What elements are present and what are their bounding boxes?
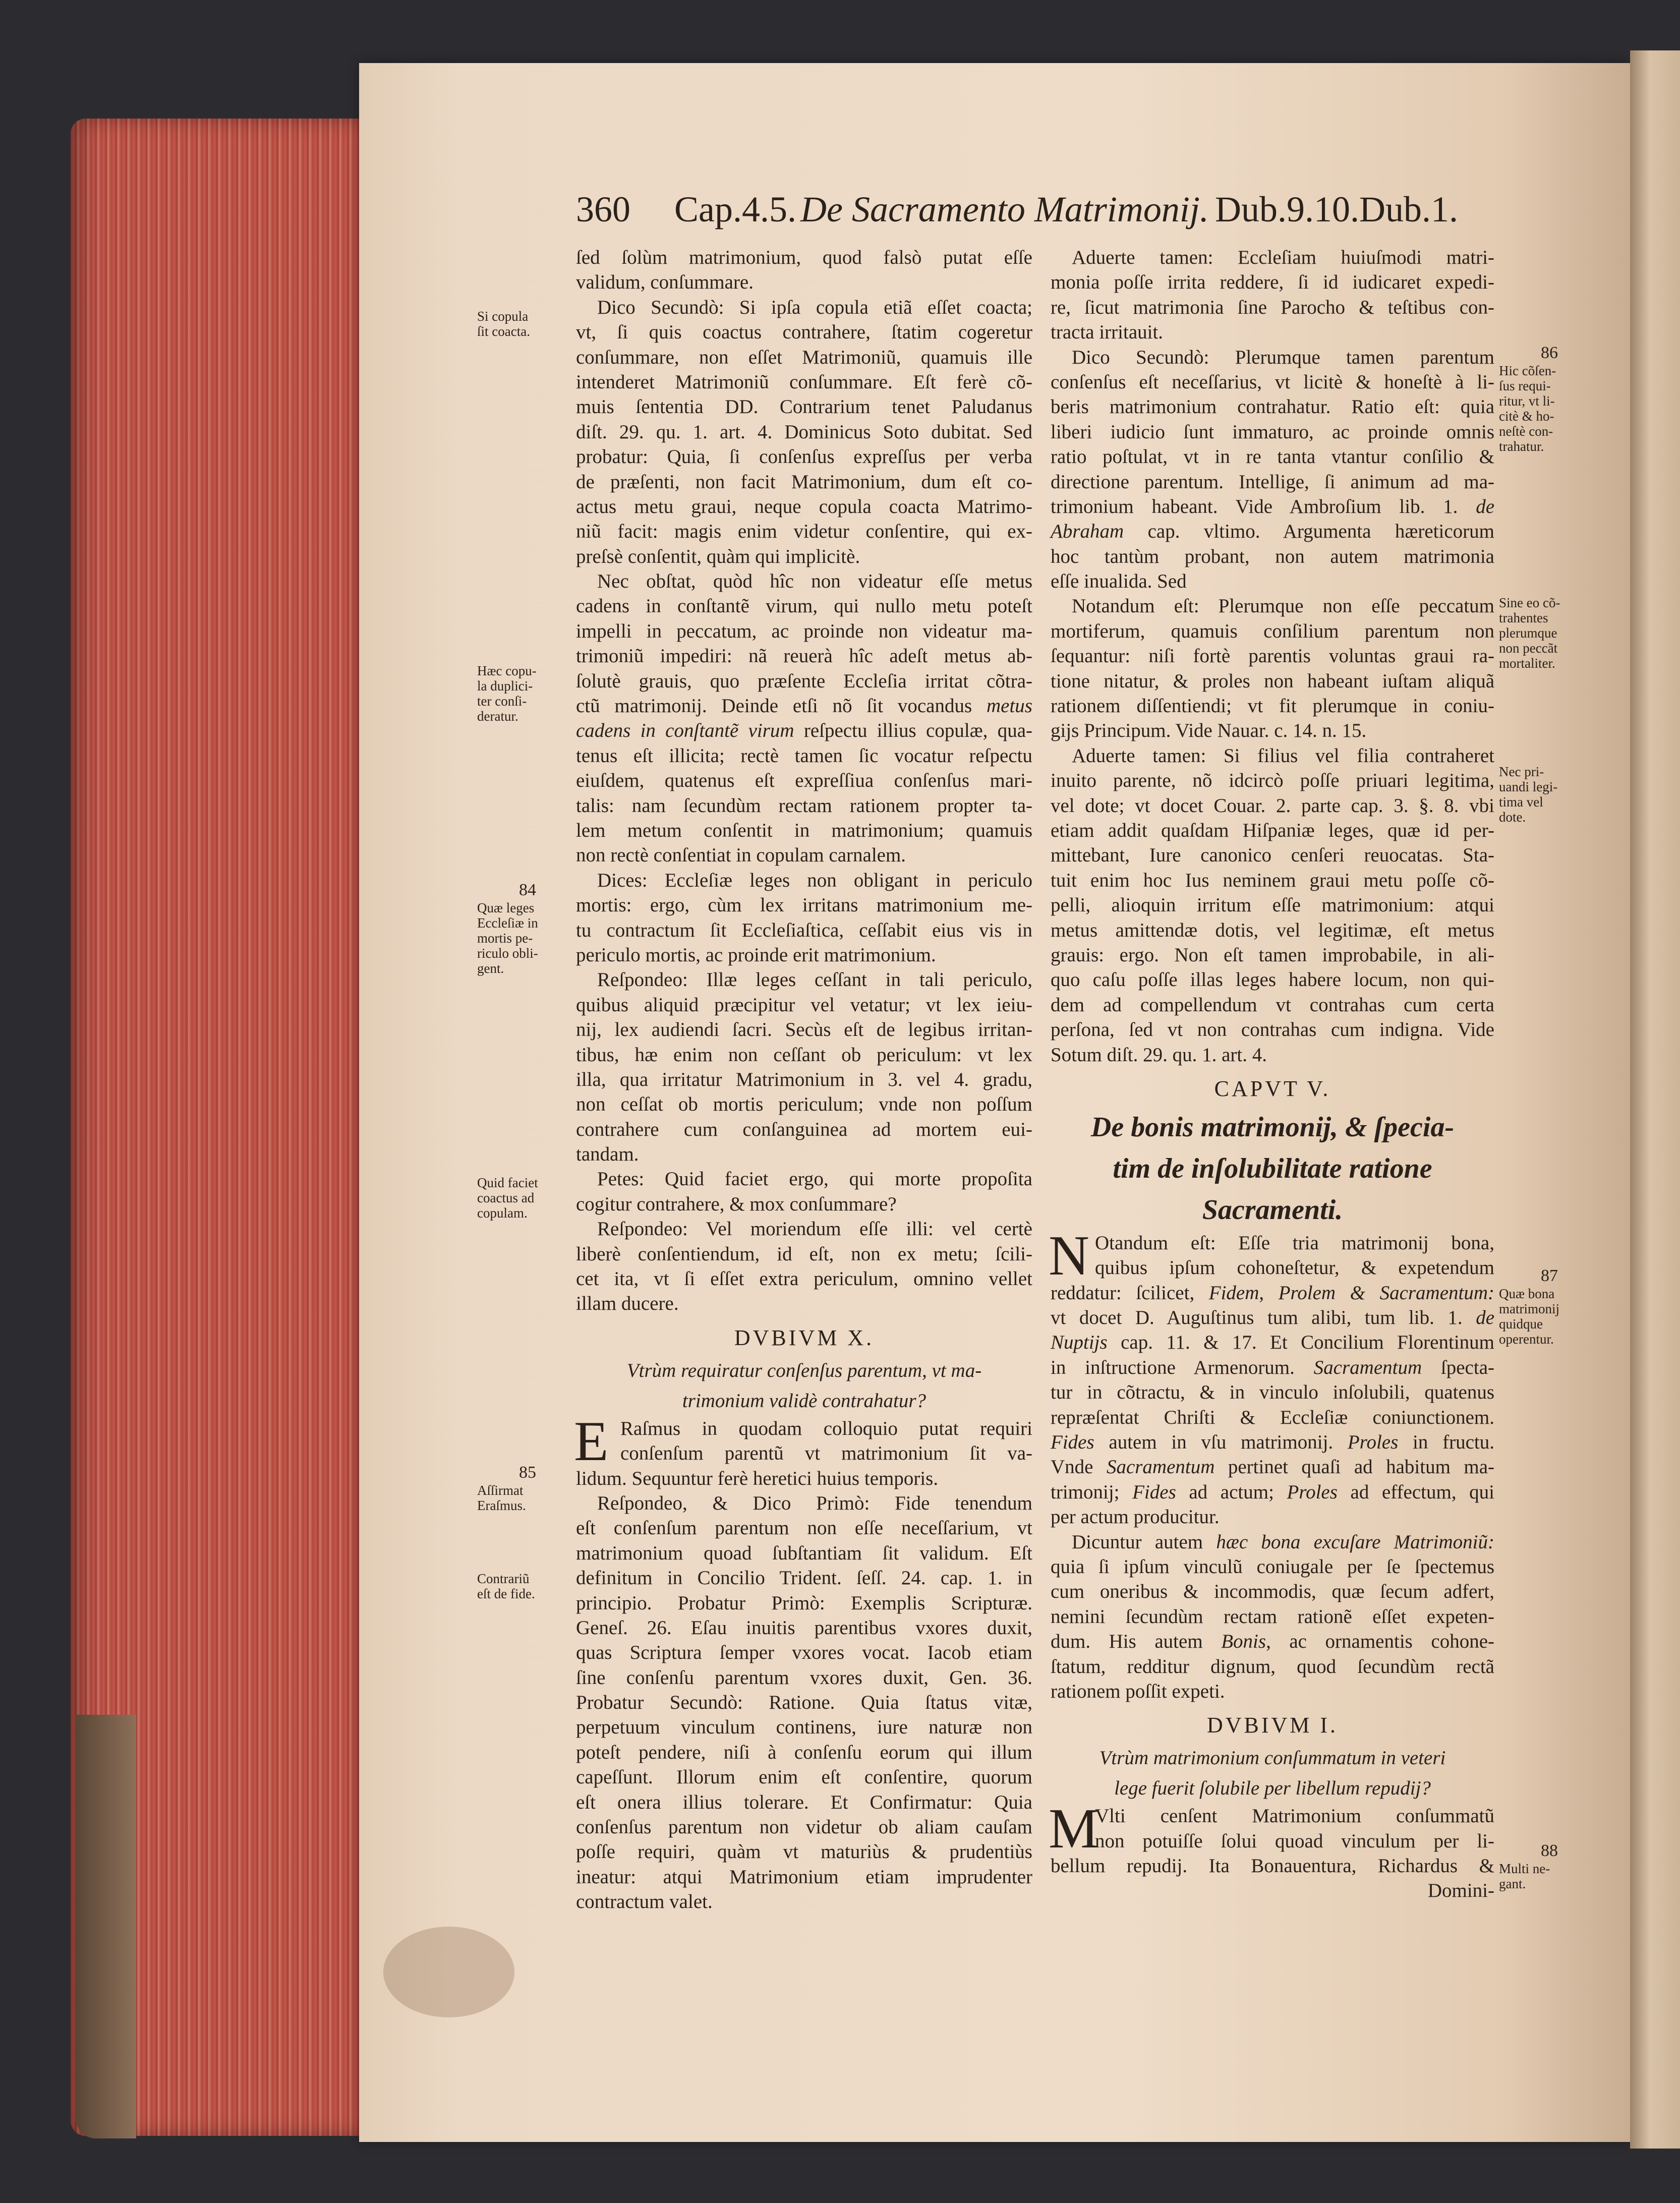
margin-note-line: Aſſirmat (477, 1483, 524, 1498)
text-line: de præſenti, non facit Matrimonium, dum eſt co- (576, 471, 1032, 493)
italic-text: Proles (1287, 1481, 1338, 1503)
text-line (1051, 1530, 1494, 1554)
text-line: Reſpondeo: Illæ leges ceſſant in tali periculo, (597, 969, 1032, 991)
text-line: Dico Secundò: Plerumque tamen parentum (1072, 346, 1494, 368)
text-line (1051, 1355, 1494, 1380)
margin-note-line: Quæ bona (1499, 1286, 1555, 1301)
text-line: tandam. (576, 1143, 639, 1166)
text-line: illa, qua irritatur Matrimonium in 3. vel 4. gradu, (576, 1068, 1032, 1090)
text-segment: cap. 11. & 17. Et Concilium Florentinum (1107, 1331, 1494, 1354)
margin-note-line: ritur, vt li- (1499, 393, 1555, 409)
text-line: dem ad compellendum vt contrahas cum certa (1051, 994, 1494, 1016)
facing-page-edge (1630, 50, 1680, 2149)
text-line: actus metu graui, neque copula coacta Matrimo- (576, 495, 1032, 517)
text-line: tenus eſt illicita; rectè tamen ſic vocatur reſpectu (576, 744, 1032, 767)
text-line: non potuiſſe ſolui quoad vinculum per li- (1095, 1830, 1494, 1852)
text-line: ſequantur: niſi fortè parentis voluntas graui ra- (1051, 645, 1494, 667)
paragraph (576, 1167, 1032, 1216)
text-line: hoc tantùm probant, non autem matrimonia (1051, 545, 1494, 567)
margin-note-line: Eraſmus. (477, 1498, 526, 1513)
text-line: grauis: ergo. Non eſt tamen improbabile, in ali- (1051, 944, 1494, 966)
text-line (1051, 1281, 1494, 1305)
text-line: Raſmus in quodam colloquio putat requiri (620, 1417, 1032, 1439)
margin-note (1499, 1266, 1600, 1347)
margin-note-number: 84 (519, 881, 536, 899)
text-line: tibus, hæ enim non ceſſant ob periculum: vt lex (576, 1043, 1032, 1066)
italic-text: metus (987, 695, 1032, 717)
italic-text: hæc bona excuſare Matrimoniũ: (1216, 1531, 1494, 1553)
text-line: conſenſus eſt neceſſarius, vt licitè & honeſtè à li- (1051, 371, 1494, 393)
paragraph (1051, 743, 1494, 1067)
text-segment: pertinet quaſi ad habitum ma- (1214, 1456, 1494, 1478)
margin-note-number: 87 (1541, 1266, 1558, 1285)
italic-text: de (1476, 495, 1494, 517)
margin-note (1499, 595, 1600, 671)
text-line: Aduerte tamen: Si filius vel filia contraheret (1072, 744, 1494, 767)
text-line: Nec obſtat, quòd hîc non videatur eſſe metus (597, 570, 1032, 593)
drop-cap: M (1049, 1798, 1099, 1861)
margin-note-line: Quæ leges (477, 900, 535, 915)
text-line: tione nitatur, & proles non habeant iuſtam aliquã (1051, 670, 1494, 692)
section-subtitle: lege fuerit ſolubile per libellum repudij? (1114, 1777, 1431, 1800)
margin-note-line: deratur. (477, 709, 518, 724)
text-line: preſsè conſentit, quàm qui implicitè. (576, 545, 860, 567)
text-line: contrahere cum conſanguinea ad mortem eui- (576, 1118, 1032, 1140)
margin-note-line: citè & ho- (1499, 409, 1554, 424)
right-column (1051, 245, 1494, 1903)
paragraph (1051, 1530, 1494, 1704)
text-line: ſtatum, redditur dignum, quod ſecundùm rectã (1051, 1655, 1494, 1677)
text-line: intenderet Matrimoniũ conſummare. Eſt ferè cõ- (576, 371, 1032, 393)
text-line: Sotum diſt. 29. qu. 1. art. 4. (1051, 1043, 1267, 1066)
text-segment: vt docet D. Auguſtinus tum alibi, tum lib. 1. (1051, 1307, 1476, 1329)
section-subtitle: trimonium validè contrahatur? (682, 1389, 926, 1412)
margin-note-line: Hic cõſen- (1499, 363, 1556, 378)
chapter-label: Cap.4.5. (674, 189, 796, 229)
text-line: conſummare, non eſſet Matrimoniũ, quamuis ille (576, 346, 1032, 368)
text-line: rationem poſſit expeti. (1051, 1680, 1225, 1702)
section-subtitle: Vtrùm requiratur conſenſus parentum, vt ma- (626, 1359, 982, 1381)
margin-note-line: la duplici- (477, 678, 533, 693)
text-line: lem metum conſentit in matrimonium; quamuis (576, 819, 1032, 841)
text-line: Reſpondeo: Vel moriendum eſſe illi: vel certè (597, 1218, 1032, 1240)
stain (383, 1927, 514, 2017)
text-line: ſed ſolùm matrimonium, quod falsò putat eſſe (576, 247, 1032, 268)
text-line: ratio poſtulat, vt in re tanta vtantur conſilio & (1051, 446, 1494, 468)
text-line: eſt conſenſum parentum non eſſe neceſſarium, vt (576, 1517, 1032, 1539)
text-line: Geneſ. 26. Eſau inuitis parentibus vxores duxit, (576, 1616, 1032, 1639)
margin-note-line: ſit coacta. (477, 324, 530, 339)
text-line: Otandum eſt: Eſſe tria matrimonij bona, (1095, 1232, 1494, 1254)
italic-text: Prolem & Sacramentum: (1278, 1282, 1495, 1304)
text-line: perſona, ſed vt non contrahas cum indigna. Vide (1051, 1019, 1494, 1041)
text-segment: trimonij; (1051, 1481, 1133, 1503)
text-line: gijs Principum. Vide Nauar. c. 14. n. 15. (1051, 720, 1367, 742)
text-line (576, 693, 1032, 718)
margin-note-line: tima vel (1499, 794, 1543, 809)
text-line: quibus aliquid præcipitur vel vetatur; vt lex ieiu- (576, 994, 1032, 1016)
text-line: lidum. Sequuntur ferè heretici huius temporis. (576, 1467, 939, 1489)
text-line: cum oneribus & incommodis, quæ ſecum adfert, (1051, 1581, 1494, 1603)
text-segment: Vnde (1051, 1456, 1107, 1478)
text-line: inuito parente, nõ idcircò poſſe priuari legitima, (1051, 770, 1494, 792)
text-line: diſt. 29. qu. 1. art. 4. Dominicus Soto dubitat. Sed (576, 421, 1032, 443)
text-line: periculo mortis, ac proinde erit matrimonium. (576, 944, 936, 966)
margin-note-line: mortis pe- (477, 931, 533, 946)
text-line: Reſpondeo, & Dico Primò: Fide tenendum (597, 1492, 1032, 1514)
paragraph (574, 1410, 1032, 1491)
text-line: vt, ſi quis coactus contrahere, ſtatim cogeretur (576, 321, 1032, 343)
italic-text: de (1476, 1307, 1494, 1329)
margin-note-line: gent. (477, 961, 504, 976)
margin-note-line: quidque (1499, 1316, 1543, 1331)
text-line: contractum valet. (576, 1891, 713, 1913)
text-segment: dum. His autem (1051, 1631, 1222, 1653)
text-segment: reddatur: ſcilicet, (1051, 1282, 1209, 1304)
margin-note-line: matrimonij (1499, 1301, 1559, 1316)
text-line (1051, 1480, 1494, 1504)
text-line: ſolutè grauis, quo præſente Eccleſia irritat cõtra- (576, 670, 1032, 692)
text-line: tracta irritauit. (1051, 321, 1164, 343)
section-subtitle: tim de inſolubilitate ratione (1113, 1152, 1432, 1184)
text-segment: , (1259, 1282, 1279, 1304)
margin-note-number: 86 (1541, 343, 1558, 362)
section-heading: DVBIVM X. (734, 1325, 875, 1350)
paragraph (576, 1491, 1032, 1915)
text-line: liberi iudicio ſunt immaturo, ac proinde omnis (1051, 421, 1494, 443)
section-heading: CAPVT V. (1214, 1076, 1331, 1101)
text-line: capeſſunt. Illorum enim eſt conſentire, quorum (576, 1766, 1032, 1788)
drop-cap: N (1049, 1224, 1089, 1287)
text-line: Dico Secundò: Si ipſa copula etiã eſſet coacta; (597, 296, 1032, 318)
text-line: re, ſicut matrimonia ſine Parocho & teſtibus con- (1051, 296, 1494, 318)
paragraph (1051, 345, 1494, 594)
text-line: perpetuum vinculum continens, iure naturæ non (576, 1716, 1032, 1738)
paragraph (576, 569, 1032, 868)
text-line: mittebant, Iure canonico cenſeri reuocatas. Sta- (1051, 844, 1494, 866)
text-line: non ceſſat ob mortis periculum; vnde non poſſum (576, 1093, 1032, 1116)
text-line: poteſt pendere, niſi à conſenſu eorum qui illum (576, 1741, 1032, 1763)
margin-note-line: gant. (1499, 1876, 1526, 1891)
margin-note-line: uandi legi- (1499, 779, 1558, 794)
text-line: illam ducere. (576, 1293, 679, 1315)
text-line (1051, 494, 1494, 519)
text-line: conſenſus parentum non videtur ob aliam cauſam (576, 1816, 1032, 1838)
margin-note-number: 85 (519, 1463, 536, 1482)
margin-note (477, 880, 578, 976)
text-segment: autem in vſu matrimonij. (1094, 1431, 1348, 1454)
text-line: beris matrimonium contrahatur. Ratio eſt: quia (1051, 396, 1494, 418)
text-line: ineatur: atqui Matrimonium etiam imprudenter (576, 1866, 1032, 1888)
text-line (576, 718, 1032, 743)
italic-text: Bonis (1221, 1631, 1266, 1653)
text-line (1051, 519, 1494, 544)
text-segment: ſpecta- (1422, 1356, 1495, 1378)
text-segment: ad effectum, qui (1337, 1481, 1495, 1503)
text-line: eſſe inualida. Sed (1051, 570, 1187, 593)
text-segment: in inſtructione Armenorum. (1051, 1356, 1314, 1378)
text-line (1051, 1430, 1494, 1455)
margin-note-line: dote. (1499, 809, 1526, 825)
section-subtitle: Sacramenti. (1202, 1194, 1343, 1226)
left-column (576, 245, 1032, 1915)
section-heading: DVBIVM I. (1206, 1713, 1339, 1738)
text-segment: cap. vltimo. Argumenta hæreticorum (1124, 520, 1494, 543)
text-segment: reſpectu illius copulæ, qua- (794, 720, 1032, 742)
text-line (1051, 1629, 1494, 1654)
margin-note-line: eſt de fide. (477, 1586, 535, 1601)
book-cover (76, 1715, 136, 2138)
margin-note-line: mortaliter. (1499, 656, 1555, 671)
section-label: Dub.9.10.Dub.1. (1215, 189, 1458, 229)
text-line: etiam addit quaſdam Hiſpaniæ leges, quæ id per- (1051, 819, 1494, 841)
margin-note (477, 1571, 578, 1601)
paragraph (576, 245, 1032, 295)
text-line: metus amittendæ dotis, vel legitimæ, eſt metus (1051, 919, 1494, 941)
text-line: directione parentum. Intellige, ſi animum ad ma- (1051, 471, 1494, 493)
margin-note-line: Hæc copu- (477, 663, 537, 678)
margin-note (477, 1175, 578, 1221)
text-segment: in fructu. (1398, 1431, 1494, 1454)
text-line: repræſentat Chriſti & Eccleſiæ coniunctionem. (1051, 1406, 1494, 1428)
text-line: Aduerte tamen: Eccleſiam huiuſmodi matri- (1072, 247, 1494, 268)
paragraph (576, 1216, 1032, 1316)
text-line: rationem diſſentiendi; vt fit plerumque in coniu- (1051, 695, 1494, 717)
margin-note-line: Multi ne- (1499, 1861, 1550, 1876)
text-line: poſſe requiri, quàm vt maturiùs & prudentiùs (576, 1841, 1032, 1863)
text-line (1051, 1330, 1494, 1355)
margin-note (477, 663, 578, 724)
paragraph (1051, 245, 1494, 345)
text-line: cadens in conſtantẽ virum, qui nullo metu poteſt (576, 595, 1032, 617)
text-line: Vlti cenſent Matrimonium conſummatũ (1095, 1805, 1494, 1827)
italic-text: Nuptijs (1051, 1331, 1108, 1354)
margin-note-line: ſus requi- (1499, 378, 1551, 393)
margin-note-line: Nec pri- (1499, 764, 1544, 779)
text-line: Probatur Secundò: Ratione. Quia ſtatus vitæ, (576, 1692, 1032, 1714)
margin-note-line: Si copula (477, 309, 529, 324)
text-line: probatur: Quia, ſi conſenſus expreſſus per verba (576, 446, 1032, 468)
text-line: mortiferum, quamuis conſilium parentum non (1051, 620, 1494, 642)
text-line: principio. Probatur Primò: Exemplis Scripturæ. (576, 1592, 1032, 1614)
text-line: definitum in Concilio Trident. ſeſſ. 24. cap. 1. in (576, 1567, 1032, 1589)
text-line: per actum producitur. (1051, 1506, 1220, 1528)
text-line (1051, 1305, 1494, 1330)
page-number: 360 (576, 189, 630, 229)
margin-note (1499, 764, 1600, 825)
paragraph (1049, 1224, 1495, 1530)
text-line: quia ſi ipſum vinculũ coniugale per ſe ſpectemus (1051, 1555, 1494, 1578)
text-line: tuit enim hoc Ius neminem graui metu poſſe cõ- (1051, 869, 1494, 891)
margin-note (477, 1463, 578, 1513)
paragraph (576, 295, 1032, 569)
margin-note (1499, 1841, 1600, 1891)
paragraph (1049, 1798, 1494, 1903)
text-line: eſt onera illius tolerare. Et Confirmatur: Quia (576, 1791, 1032, 1813)
margin-note (477, 309, 578, 339)
margin-note-line: Quid faciet (477, 1175, 538, 1190)
text-line: ſine conſenſu parentum vxores duxit, Gen. 36. (576, 1666, 1032, 1689)
italic-text: cadens in conſtantẽ virum (576, 720, 794, 742)
margin-note-line: Eccleſiæ in (477, 915, 538, 931)
italic-text: Sacramentum (1313, 1356, 1422, 1378)
running-title: De Sacramento Matrimonij. (800, 189, 1209, 229)
margin-note-line: riculo obli- (477, 946, 538, 961)
italic-text: Proles (1347, 1431, 1399, 1454)
text-line: quo caſu poſſe illas leges habere locum, non qui- (1051, 969, 1494, 991)
text-segment: Dicuntur autem (1072, 1531, 1216, 1553)
margin-note (1499, 343, 1600, 454)
margin-note-line: plerumque (1499, 625, 1557, 641)
text-line: talis: nam ſecundùm rectam rationem propter ta- (576, 794, 1032, 817)
text-line: nij, lex audiendi ſacri. Secùs eſt de legibus irritan- (576, 1019, 1032, 1041)
text-line: vel dote; vt docet Couar. 2. parte cap. 3. §. 8. vbi (1051, 794, 1494, 817)
text-line: non rectè conſentiat in copulam carnalem. (576, 844, 906, 866)
margin-note-line: Contrariũ (477, 1571, 530, 1586)
italic-text: Fides (1051, 1431, 1094, 1454)
text-line: quas Scriptura ſemper vxores vocat. Iacob etiam (576, 1642, 1032, 1664)
margin-note-line: non peccãt (1499, 641, 1558, 656)
text-line: tur in cõtractu, & in vinculo inſolubili, quatenus (1051, 1381, 1494, 1404)
italic-text: Fides (1132, 1481, 1176, 1503)
margin-note-line: Sine eo cõ- (1499, 595, 1560, 610)
text-segment: ctũ matrimonij. Deinde etſi nõ ſit vocandus (576, 695, 987, 717)
margin-note-line: trahatur. (1499, 439, 1544, 454)
italic-text: Abraham (1051, 520, 1124, 543)
text-line: impelli in peccatum, ac proinde non videatur ma- (576, 620, 1032, 642)
text-line: monia poſſe irrita reddere, ſi id iudicaret expedi- (1051, 271, 1494, 294)
margin-note-line: trahentes (1499, 610, 1548, 625)
margin-note-number: 88 (1541, 1841, 1558, 1860)
text-line: muis ſententia DD. Contrarium tenet Paludanus (576, 396, 1032, 418)
text-line: cogitur contrahere, & mox conſummare? (576, 1193, 897, 1215)
drop-cap: E (574, 1410, 609, 1473)
text-line: validum, conſummare. (576, 271, 754, 294)
paragraph (576, 868, 1032, 968)
text-line: conſenſum parentũ vt matrimonium ſit va- (620, 1442, 1032, 1465)
margin-note-line: neſtè con- (1499, 424, 1553, 439)
text-line: matrimonium quoad ſubſtantiam ſit validum. Eſt (576, 1542, 1032, 1564)
text-line: liberè conſentiendum, id eſt, non ex metu; ſcili- (576, 1243, 1032, 1265)
text-line: pelli, alioquin irritum eſſe matrimonium: atqui (1051, 894, 1494, 916)
section-subtitle: De bonis matrimonij, & ſpecia- (1090, 1111, 1455, 1143)
text-line: nemini ſecundùm rectam rationẽ eſſet expeten- (1051, 1605, 1494, 1628)
text-line: bellum repudij. Ita Bonauentura, Richardus & (1051, 1855, 1494, 1877)
text-line: quibus ipſum cohoneſtetur, & expetendum (1095, 1257, 1494, 1279)
paragraph (1051, 594, 1494, 743)
margin-note-line: ter conſi- (477, 693, 527, 709)
text-line: Petes: Quid faciet ergo, qui morte propoſita (597, 1168, 1032, 1190)
italic-text: Sacramentum (1106, 1456, 1215, 1478)
margin-note-line: operentur. (1499, 1331, 1554, 1347)
section-subtitle: Vtrùm matrimonium conſummatum in veteri (1099, 1747, 1446, 1769)
catchword: Domini- (1427, 1880, 1494, 1902)
text-segment: ad actum; (1176, 1481, 1287, 1503)
margin-note-line: coactus ad (477, 1190, 535, 1205)
text-line: trimoniũ impediri: nã reuerà hîc adeſt metus ab- (576, 645, 1032, 667)
text-line: niũ facit: magis enim videtur conſentire, qui ex- (576, 520, 1032, 543)
text-line: mortis: ergo, cùm lex irritans matrimonium me- (576, 894, 1032, 916)
text-line: cet ita, vt ſi eſſet extra periculum, omnino vellet (576, 1268, 1032, 1290)
text-line: tu contractum ſit Eccleſiaſtica, ceſſabit eius vis in (576, 919, 1032, 941)
text-line: Dices: Eccleſiæ leges non obligant in periculo (597, 869, 1032, 891)
italic-text: Fidem (1208, 1282, 1259, 1304)
text-line: eiuſdem, quatenus eſt expreſſiua conſenſus mari- (576, 770, 1032, 792)
text-segment: , ac ornamentis cohone- (1266, 1631, 1494, 1653)
paragraph (576, 967, 1032, 1167)
text-segment: trimonium habeant. Vide Ambroſium lib. 1. (1051, 495, 1476, 517)
text-line: Notandum eſt: Plerumque non eſſe peccatum (1072, 595, 1494, 617)
margin-note-line: copulam. (477, 1205, 528, 1221)
text-line (1051, 1455, 1494, 1479)
